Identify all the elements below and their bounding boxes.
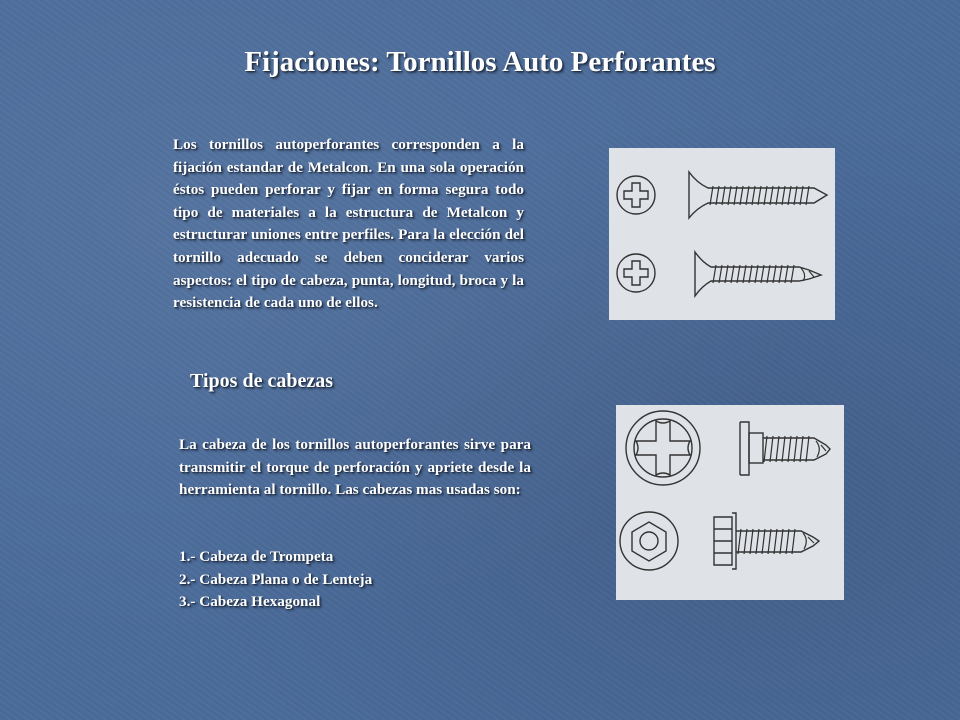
wafer-and-hex-head-screws-drawing — [616, 405, 844, 600]
heads-paragraph: La cabeza de los tornillos autoperforantes sirve para transmitir el torque de perforación y apriete desde la herramienta al tornillo. Las cabezas mas usadas son: — [179, 436, 531, 499]
intro-paragraph: Los tornillos autoperforantes corresponden a la fijación estandar de Metalcon. En una sola operación éstos pueden perforar y fijar en forma segura todo tipo de materiales a la estructura de Metalcon y estructurar uniones entre perfiles. Para la elección del tornillo adecuado se deben conciderar varios aspectos: el tipo de cabeza, punta, longitud, broca y la resistencia de cada uno de ellos. — [173, 136, 524, 312]
slide-title: Fijaciones: Tornillos Auto Perforantes — [244, 46, 716, 78]
trumpet-head-screws-drawing — [609, 148, 835, 320]
list-item: 3.- Cabeza Hexagonal — [179, 593, 321, 611]
head-types-list — [179, 546, 372, 614]
section-subtitle: Tipos de cabezas — [190, 370, 333, 392]
list-item: 1.- Cabeza de Trompeta — [179, 548, 334, 565]
list-item: 2.- Cabeza Plana o de Lenteja — [179, 570, 373, 588]
